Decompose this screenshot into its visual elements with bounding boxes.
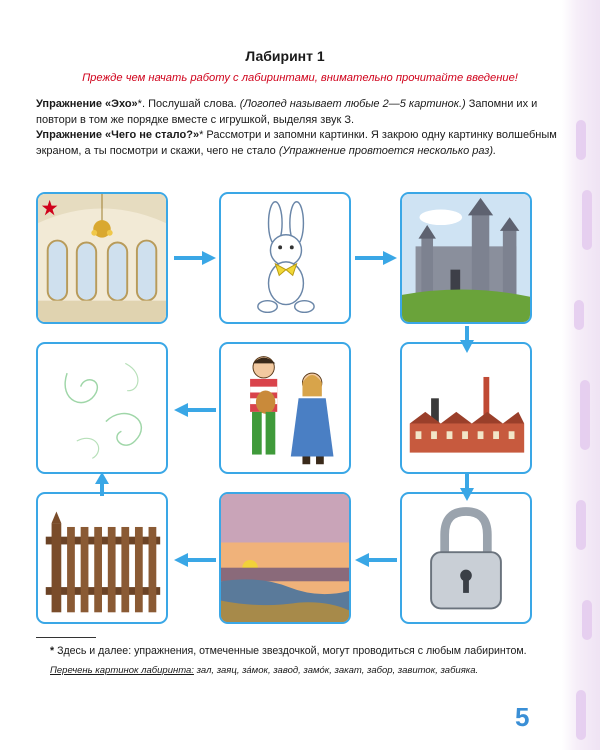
footnote-text: Здесь и далее: упражнения, отмеченные звездочкой, могут проводиться с любым лабиринтом. [54,645,527,657]
exercise-echo-text2: Запомни их и повтори в том же порядке вместе с игрушкой, выделяя звук З. [36,98,538,126]
curl-picture [38,344,166,472]
footnote [50,645,570,657]
exercise-echo-text: Послушай слова. [145,98,240,110]
strip-decoration [582,190,592,250]
picture-list-items: зал, заяц, за́мок, завод, замо́к, закат, забор, завиток, забияка. [193,665,479,676]
factory-picture [402,344,530,472]
exercise-echo [36,96,566,128]
exercise-echo-title: Упражнение «Эхо» [36,98,138,110]
picture-list-label: Перечень картинок лабиринта: [50,665,194,676]
hare-picture [221,194,349,322]
arrow-down-icon [458,474,476,502]
picture-list [50,665,570,676]
arrow-left-icon [172,401,218,419]
arrow-left-icon [353,551,399,569]
padlock-picture [402,494,530,622]
maze-cell-fence [36,492,168,624]
footnote-divider [36,637,96,638]
page-number: 5 [515,702,530,732]
maze-cell-factory [400,342,532,474]
arrow-down-icon [458,326,476,354]
maze-cell-lock [400,492,532,624]
exercise-missing-note: (Упражнение провтоется несколько раз). [278,145,497,157]
strip-decoration [580,380,590,450]
warning-note: Прежде чем начать работу с лабиринтами, внимательно прочитайте введение! [82,72,518,84]
maze-cell-sunset [219,492,351,624]
strip-decoration [574,300,584,330]
decorative-side-strip [562,0,600,750]
hall-picture [38,194,166,322]
strip-decoration [582,600,592,640]
exercise-missing-star: * [199,129,204,141]
maze-cell-hare [219,192,351,324]
bully-picture [221,344,349,472]
arrow-right-icon [172,249,218,267]
arrow-up-icon [93,472,111,496]
exercise-missing-text: Рассмотри и запомни картинки. Я закрою одну картинку волшебным экраном, а ты посмотри и скажи, чего не стало [36,129,557,157]
exercise-missing-title: Упражнение «Чего не стало?» [36,129,200,141]
maze-cell-hall [36,192,168,324]
maze-cell-bully [219,342,351,474]
strip-decoration [576,690,586,740]
exercise-echo-note: (Логопед называет любые 2—5 картинок.) [239,98,466,110]
maze-cell-castle [400,192,532,324]
maze-cell-curl [36,342,168,474]
arrow-right-icon [353,249,399,267]
arrow-left-icon [172,551,218,569]
castle-picture [402,194,530,322]
exercise-echo-star: *. [137,98,146,110]
fence-picture [38,494,166,622]
strip-decoration [576,120,586,160]
exercise-what-missing [36,127,566,159]
strip-decoration [576,500,586,550]
footnote-star: * [50,645,55,657]
page-title: Лабиринт 1 [245,48,325,64]
sunset-picture [221,494,349,622]
